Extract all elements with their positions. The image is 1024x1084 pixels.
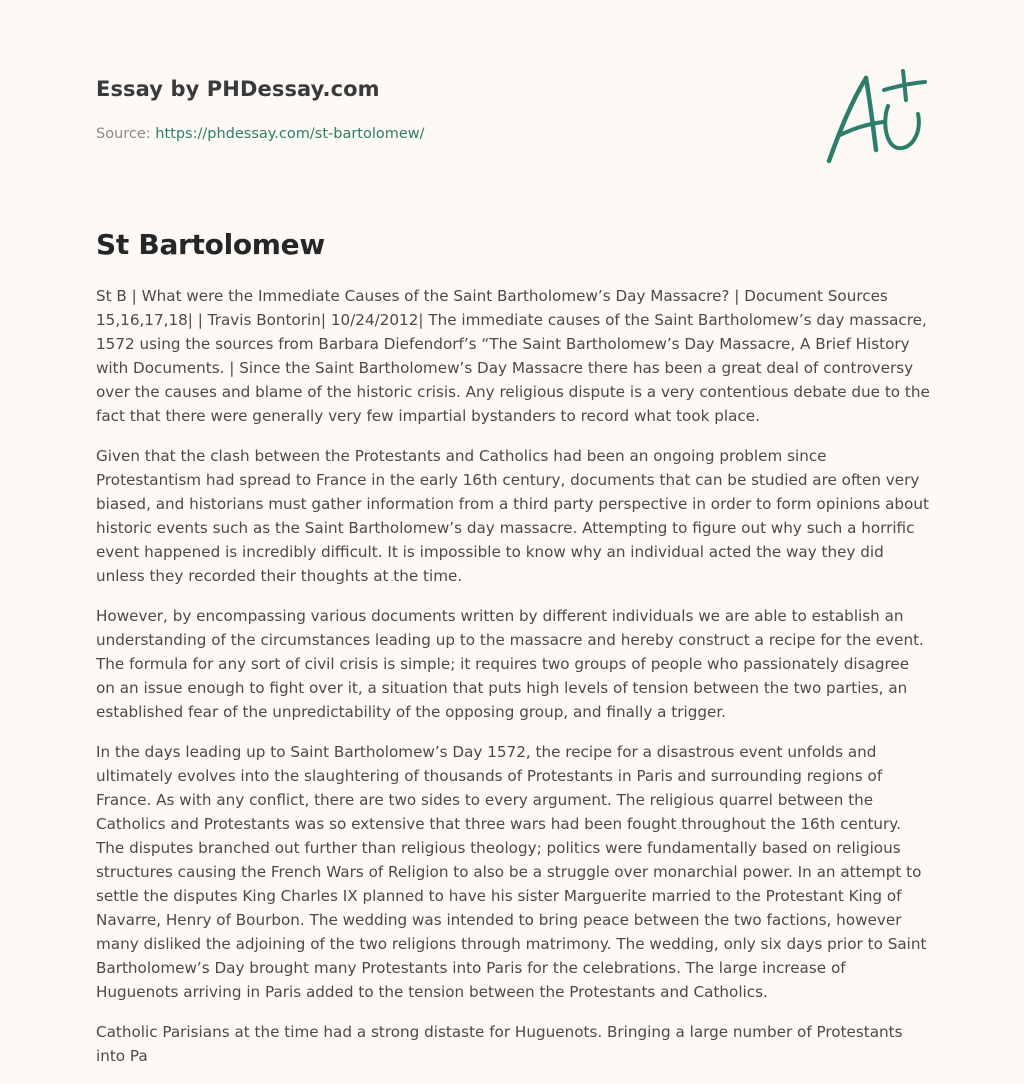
essay-body [96, 284, 930, 1084]
essay-paragraph: St B | What were the Immediate Causes of the Saint Bartholomew’s Day Massacre? | Document Sources 15,16,17,18| | Travis Bontorin| 10/24/2012| The immediate causes of the Saint Bartholomew’s day massacre, 1572 using the sources from Barbara Diefendorf’s “The Saint Bartholomew’s Day Massacre, A Brief History with Documents. | Since the Saint Bartholomew’s Day Massacre there has been a great deal of controversy over the causes and blame of the historic crisis. Any religious dispute is a very contentious debate due to the fact that there were generally very few impartial bystanders to record what took place. [96, 287, 930, 425]
header [96, 74, 928, 174]
essay-paragraph: Catholic Parisians at the time had a strong distaste for Huguenots. Bringing a large number of Protestants into Pa [96, 1023, 903, 1065]
source-line [96, 124, 928, 144]
essay-paragraph: Given that the clash between the Protestants and Catholics had been an ongoing problem since Protestantism had spread to France in the early 16th century, documents that can be studied are often very biased, and historians must gather information from a third party perspective in order to form opinions about historic events such as the Saint Bartholomew’s day massacre. Attempting to figure out why such a horrific event happened is incredibly difficult. It is impossible to know why an individual acted the way they did unless they recorded their thoughts at the time. [96, 447, 929, 585]
a-plus-grade-logo-icon [826, 66, 928, 166]
essay-paragraph: However, by encompassing various documents written by different individuals we are able to establish an understanding of the circumstances leading up to the massacre and hereby construct a recipe for the event. The formula for any sort of civil crisis is simple; it requires two groups of people who passionately disagree on an issue enough to fight over it, a situation that puts high levels of tension between the two parties, an established fear of the unpredictability of the opposing group, and finally a trigger. [96, 607, 924, 721]
source-link[interactable]: https://phdessay.com/st-bartolomew/ [155, 126, 425, 142]
page-title: St Bartolomew [96, 228, 325, 261]
source-label: Source: [96, 126, 151, 142]
essay-paragraph: In the days leading up to Saint Bartholomew’s Day 1572, the recipe for a disastrous event unfolds and ultimately evolves into the slaughtering of thousands of Protestants in Paris and surrounding regions of France. As with any conflict, there are two sides to every argument. The religious quarrel between the Catholics and Protestants was so extensive that three wars had been fought throughout the 16th century. The disputes branched out further than religious theology; politics were fundamentally based on religious structures causing the French Wars of Religion to also be a struggle over monarchial power. In an attempt to settle the disputes King Charles IX planned to have his sister Marguerite married to the Protestant King of Navarre, Henry of Bourbon. The wedding was intended to bring peace between the two factions, however many disliked the adjoining of the two religions through matrimony. The wedding, only six days prior to Saint Bartholomew’s Day brought many Protestants into Paris for the celebrations. The large increase of Huguenots arriving in Paris added to the tension between the Protestants and Catholics. [96, 743, 927, 1001]
site-brand: Essay by PHDessay.com [96, 77, 380, 101]
